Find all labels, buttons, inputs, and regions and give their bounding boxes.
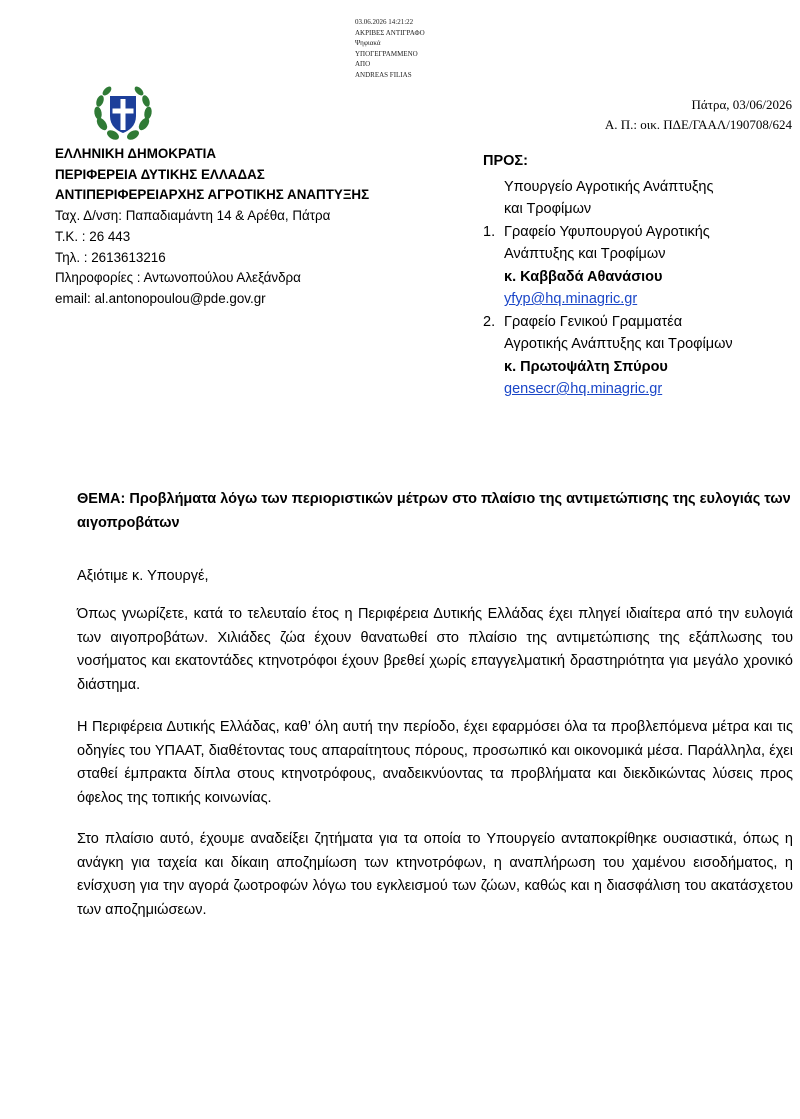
sender-phone: Τηλ. : 2613613216 (55, 249, 166, 265)
recipient-email-link[interactable]: yfyp@hq.minagric.gr (504, 291, 638, 307)
sender-postal-code: Τ.Κ. : 26 443 (55, 228, 131, 244)
stamp-timestamp: 03.06.2026 14:21:22 (355, 18, 414, 26)
stamp-line: Ψηφιακά (355, 39, 381, 47)
recipient-number: 1. (483, 223, 496, 240)
recipient-office: Γραφείο Γενικού Γραμματέα (504, 313, 683, 330)
recipients-label: ΠΡΟΣ: (483, 153, 528, 169)
subject-text: : Προβλήματα λόγω των περιοριστικών μέτρων στο πλαίσιο της αντιμετώπισης της ευλογιάς των αιγοπροβάτων (77, 491, 791, 531)
recipient-office: Γραφείο Υφυπουργού Αγροτικής (504, 223, 710, 240)
stamp-line: ΑΚΡΙΒΕΣ ΑΝΤΙΓΡΑΦΟ (355, 28, 425, 37)
sender-info: Πληροφορίες : Αντωνοπούλου Αλεξάνδρα (55, 270, 301, 286)
place-date: Πάτρα, 03/06/2026 (691, 97, 792, 112)
region-heading: ΠΕΡΙΦΕΡΕΙΑ ΔΥΤΙΚΗΣ ΕΛΛΑΔΑΣ (55, 166, 265, 182)
greek-coat-of-arms-icon (90, 80, 156, 146)
subject-line (77, 487, 793, 535)
stamp-signer: ANDREAS FILIAS (355, 70, 412, 79)
recipient-name: κ. Καββαδά Αθανάσιου (504, 268, 663, 285)
ministry-name-cont: και Τροφίμων (504, 201, 592, 217)
recipient-email-link[interactable]: gensecr@hq.minagric.gr (504, 381, 663, 397)
protocol-number: Α. Π.: οικ. ΠΔΕ/ΓΑΑΛ/190708/624 (604, 117, 792, 132)
recipient-number: 2. (483, 313, 496, 330)
sender-block (55, 144, 369, 310)
sender-address: Ταχ. Δ/νση: Παπαδιαμάντη 14 & Αρέθα, Πάτρα (55, 208, 331, 224)
stamp-line: ΥΠΟΓΕΓΡΑΜΜΕΝΟ (355, 49, 418, 58)
recipient-name: κ. Πρωτοψάλτη Σπύρου (504, 358, 668, 375)
recipient-office-cont: Ανάπτυξης και Τροφίμων (504, 246, 666, 262)
salutation: Αξιότιμε κ. Υπουργέ, (77, 568, 209, 584)
recipients-block (483, 150, 793, 401)
digital-signature-stamp (355, 17, 555, 80)
office-heading: ΑΝΤΙΠΕΡΙΦΕΡΕΙΑΡΧΗΣ ΑΓΡΟΤΙΚΗΣ ΑΝΑΠΤΥΞΗΣ (55, 187, 370, 203)
recipient-item (483, 221, 793, 311)
place-date-block (605, 95, 792, 135)
recipient-office-cont: Αγροτικής Ανάπτυξης και Τροφίμων (504, 336, 733, 352)
sender-email: email: al.antonopoulou@pde.gov.gr (55, 290, 266, 306)
republic-heading: ΕΛΛΗΝΙΚΗ ΔΗΜΟΚΡΑΤΙΑ (55, 146, 217, 161)
body-paragraph: Η Περιφέρεια Δυτικής Ελλάδας, καθ’ όλη αυτή την περίοδο, έχει εφαρμόσει όλα τα προβλεπόμενα μέτρα και τις οδηγίες του ΥΠΑΑΤ, διαθέτοντας τους απαραίτητους πόρους, προσωπικό και οικονομικά μέσα. Παράλληλα, έχει σταθεί έμπρακτα δίπλα στους κτηνοτρόφους, αναδεικνύοντας τα προβλήματα και διεκδικώντας λύσεις προς όφελος της τοπικής κοινωνίας. (77, 719, 793, 806)
subject-label: ΘΕΜΑ (77, 491, 121, 507)
body-paragraph: Στο πλαίσιο αυτό, έχουμε αναδείξει ζητήματα για τα οποία το Υπουργείο ανταποκρίθηκε ουσιαστικά, όπως η ανάγκη για ταχεία και δίκαιη αποζημίωση των κτηνοτρόφων, η αναπλήρωση του χαμένου εισοδήματος, η ενίσχυση για την αγορά ζωοτροφών λόγω του εγκλεισμού των ζώων, καθώς και η διασφάλιση του ακατάσχετου των αποζημιώσεων. (77, 831, 793, 918)
stamp-line: ΑΠΟ (355, 60, 371, 68)
recipient-item (483, 311, 793, 401)
body-paragraph: Όπως γνωρίζετε, κατά το τελευταίο έτος η Περιφέρεια Δυτικής Ελλάδας έχει πληγεί ιδιαίτερα από την ευλογιά των αιγοπροβάτων. Χιλιάδες ζώα έχουν θανατωθεί στο πλαίσιο της αντιμετώπισης της εξάπλωσης του νοσήματος και εκατοντάδες κτηνοτρόφοι έχουν βρεθεί χωρίς επαγγελματική δραστηριότητα για μεγάλο χρονικό διάστημα. (77, 606, 793, 693)
ministry-name: Υπουργείο Αγροτικής Ανάπτυξης (504, 178, 714, 195)
